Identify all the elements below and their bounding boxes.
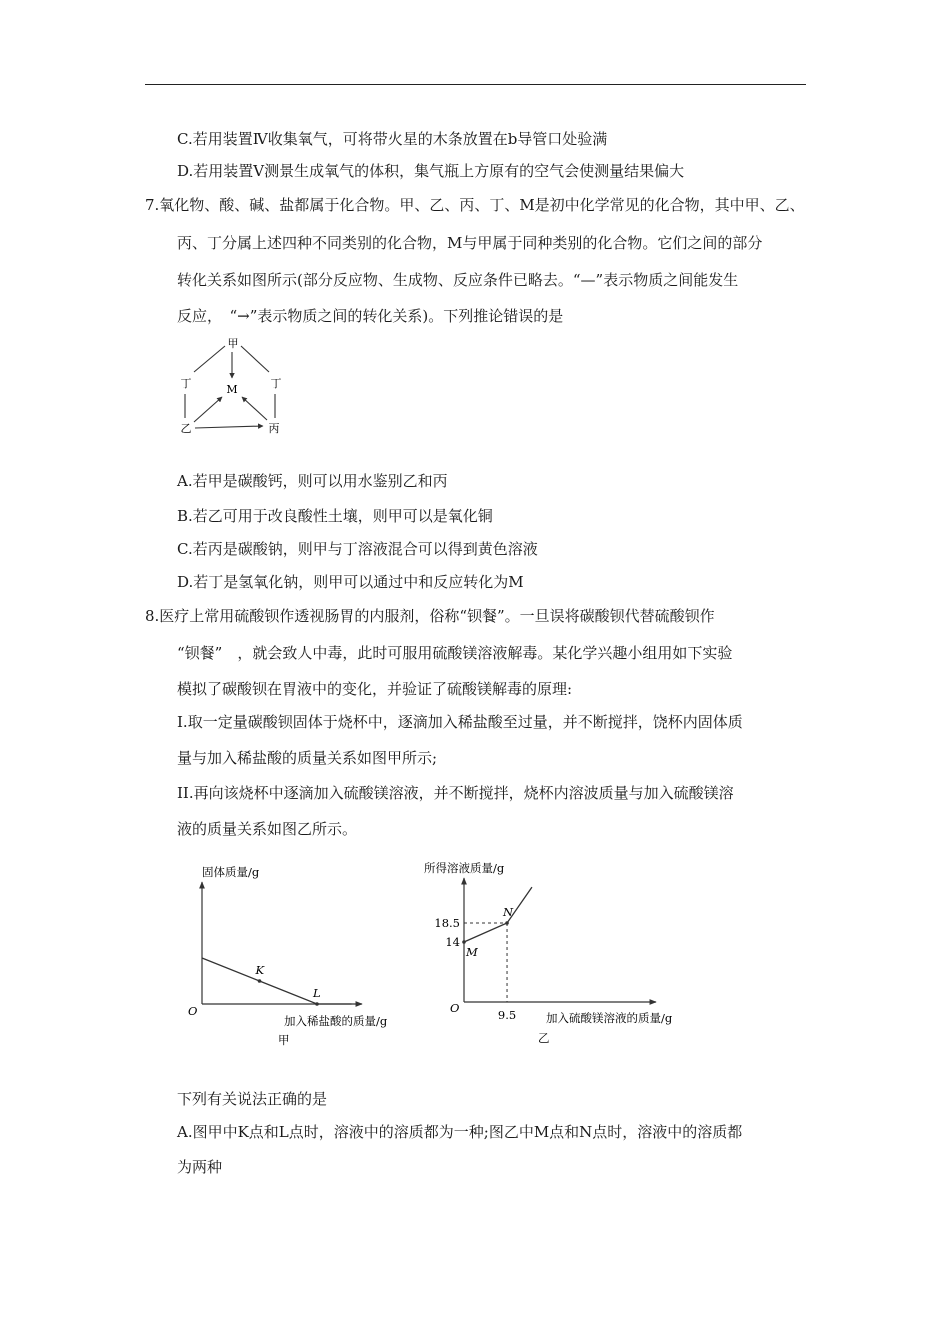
arrow-yi-m <box>194 397 222 422</box>
q8-stem-line-1: 8.医疗上常用硫酸钡作透视肠胃的内服剂，俗称“钡餐”。一旦误将碳酸钡代替硫酸钡作 <box>145 607 715 625</box>
jia-point-label-l: L <box>313 986 321 1000</box>
q8-stem-line-7: 液的质量关系如图乙所示。 <box>177 820 358 838</box>
node-jia: 甲 <box>227 337 239 350</box>
yi-point-n <box>505 921 509 925</box>
yi-origin: O <box>450 1001 460 1015</box>
yi-xtick-0: 9.5 <box>497 1008 517 1022</box>
jia-series-line <box>202 958 352 1004</box>
jia-xlabel: 加入稀盐酸的质量/g <box>284 1014 388 1028</box>
q8-option-a-line-1: A.图甲中K点和L点时，溶液中的溶质都为一种;图乙中M点和N点时，溶液中的溶质都 <box>177 1123 743 1141</box>
q8-stem-line-4: I.取一定量碳酸钡固体于烧杯中，逐滴加入稀盐酸至过量，并不断搅拌，饶杯内固体质 <box>177 713 743 731</box>
q8-stem-line-6: II.再向该烧杯中逐滴加入硫酸镁溶液，并不断搅拌，烧杯内溶波质量与加入硫酸镁溶 <box>177 784 734 802</box>
jia-point-label-k: K <box>255 963 265 977</box>
node-bing: 丙 <box>268 422 280 435</box>
yi-point-label-n: N <box>503 905 514 920</box>
q8-stem-line-5: 量与加入稀盐酸的质量关系如图甲所示; <box>177 749 438 767</box>
yi-xlabel: 加入硫酸镁溶液的质量/g <box>546 1011 673 1025</box>
jia-point-l <box>315 1002 319 1006</box>
q8-stem-line-2: “钡餐” ，就会致人中毒，此时可服用硫酸镁溶液解毒。某化学兴趣小组用如下实验 <box>177 644 733 662</box>
q6-option-c: C.若用装置Ⅳ收集氧气，可将带火星的木条放置在b导管口处验满 <box>177 130 608 148</box>
q8-question: 下列有关说法正确的是 <box>177 1090 328 1108</box>
jia-ylabel: 固体质量/g <box>202 865 260 879</box>
q8-stem-line-3: 模拟了碳酸钡在胃液中的变化，并验证了硫酸镁解毒的原理: <box>177 680 573 698</box>
arrow-yi-bing <box>195 426 263 428</box>
yi-ytick-0: 18.5 <box>434 916 460 931</box>
q7-option-c: C.若丙是碳酸钠，则甲与丁溶液混合可以得到黄色溶液 <box>177 540 538 558</box>
yi-caption: 乙 <box>538 1031 550 1045</box>
q8-option-a-line-2: 为两种 <box>177 1158 223 1176</box>
arrow-bing-m <box>242 397 267 420</box>
yi-point-label-m: M <box>466 945 478 959</box>
edge-jia-ding-right <box>241 346 269 372</box>
q7-stem-line-4: 反应， “→”表示物质之间的转化关系)。下列推论错误的是 <box>177 307 564 325</box>
header-rule <box>145 84 806 85</box>
edge-jia-ding-left <box>194 346 225 372</box>
jia-origin: O <box>188 1004 198 1018</box>
node-yi: 乙 <box>180 422 192 435</box>
q7-option-b: B.若乙可用于改良酸性土壤，则甲可以是氧化铜 <box>177 507 493 525</box>
chart-jia <box>180 858 430 1053</box>
yi-ytick-1: 14 <box>445 935 460 949</box>
q7-stem-line-3: 转化关系如图所示(部分反应物、生成物、反应条件已略去。“—”表示物质之间能发生 <box>177 271 739 289</box>
q6-option-d: D.若用装置Ⅴ测景生成氧气的体积，集气瓶上方原有的空气会使测量结果偏大 <box>177 162 685 180</box>
jia-caption: 甲 <box>278 1033 290 1047</box>
node-m: M <box>226 383 238 396</box>
jia-point-k <box>258 979 262 983</box>
q7-relation-diagram <box>170 334 295 438</box>
node-ding-left: 丁 <box>180 377 192 390</box>
node-ding-right: 丁 <box>270 377 282 390</box>
q7-option-a: A.若甲是碳酸钙，则可以用水鉴别乙和丙 <box>177 472 448 490</box>
yi-point-m <box>462 940 466 944</box>
q7-option-d: D.若丁是氢氧化钠，则甲可以通过中和反应转化为M <box>177 573 524 591</box>
chart-yi <box>418 852 718 1052</box>
yi-series-line <box>464 887 532 942</box>
q7-stem-line-2: 丙、丁分属上述四种不同类别的化合物，M与甲属于同种类别的化合物。它们之间的部分 <box>177 234 763 252</box>
yi-ylabel: 所得溶液质量/g <box>424 861 505 875</box>
q7-stem-line-1: 7.氧化物、酸、碱、盐都属于化合物。甲、乙、丙、丁、M是初中化学常见的化合物，其中甲、乙、 <box>145 196 805 214</box>
